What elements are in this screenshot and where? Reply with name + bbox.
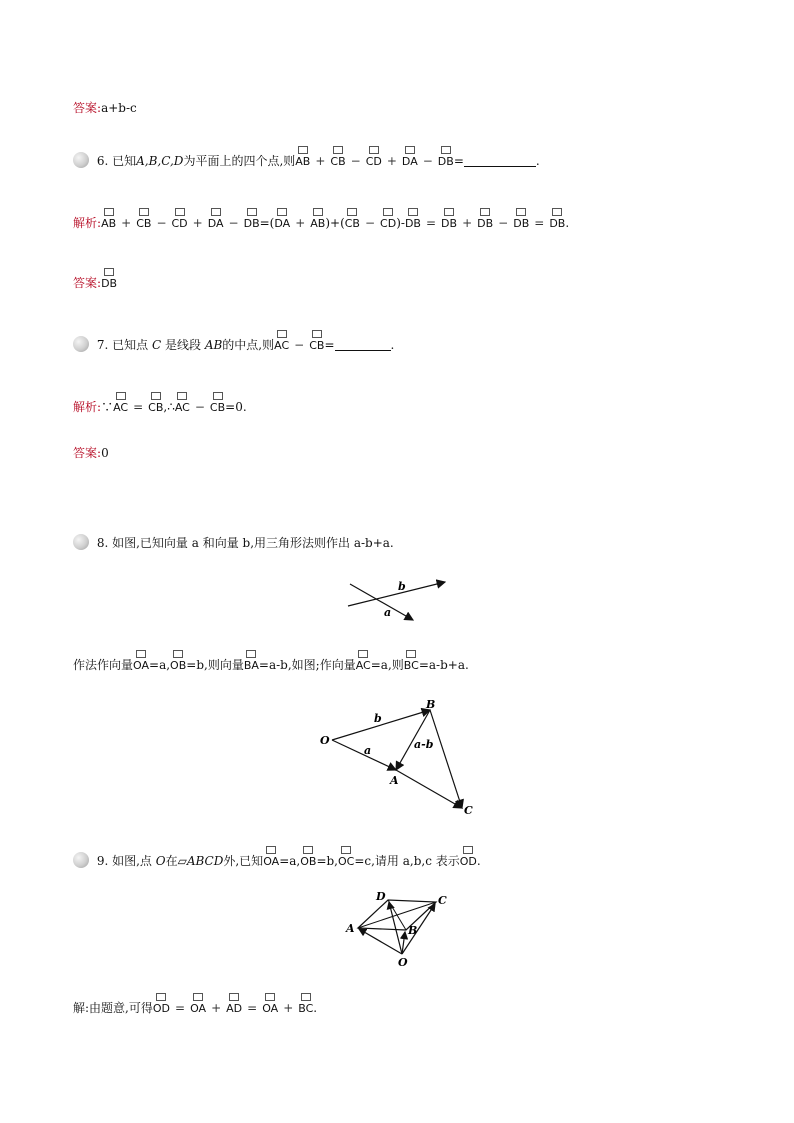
vec: CD — [172, 208, 188, 230]
q6-text-b: 为平面上的四个点,则 — [183, 154, 296, 168]
label-a-point: A — [390, 774, 399, 787]
figure-vectors-a-b — [340, 572, 460, 628]
label-d: D — [376, 890, 386, 903]
vec: DB — [513, 208, 529, 230]
q7-number: 7. — [96, 338, 109, 352]
q9-number: 9. — [96, 854, 109, 868]
vector-da: DA — [402, 146, 418, 168]
q7-point: C — [151, 338, 162, 352]
vec: DB — [101, 268, 117, 290]
vec: CD — [380, 208, 396, 230]
q6-points: A,B,C,D — [136, 154, 184, 168]
vec: CB — [136, 208, 151, 230]
m8-t3: =b,则向量 — [186, 658, 244, 672]
m8-t2: =a, — [149, 658, 171, 672]
label-o: O — [398, 956, 408, 968]
vec: DB — [405, 208, 421, 230]
answer-label: 答案 — [73, 276, 98, 290]
vec: OB — [170, 650, 186, 672]
figure-parallelogram-abcd — [344, 890, 454, 968]
q6-text-a: 已知 — [112, 154, 137, 168]
q9-t6: =c,请用 a,b,c 表示 — [354, 854, 460, 868]
m8-t1: 作法作向量 — [73, 658, 134, 672]
label-a: A — [346, 922, 355, 935]
label-b: b — [398, 580, 406, 593]
analysis-7: 解析:∵AC = CB,∴AC − CB=0. — [73, 392, 247, 417]
m8-t5: =a,则 — [370, 658, 404, 672]
solution-9: 解:由题意,可得OD = OA + AD = OA + BC. — [73, 993, 317, 1018]
vec: AC — [113, 392, 128, 414]
solution-label: 解:由题意,可得 — [73, 1001, 153, 1015]
label-c-point: C — [464, 804, 473, 817]
bullet-icon — [73, 534, 89, 550]
vec: OD — [460, 846, 477, 868]
vec: BA — [244, 650, 259, 672]
q7-text-a: 已知点 — [112, 338, 149, 352]
analysis-result: =0. — [225, 400, 247, 414]
label-c: C — [438, 894, 447, 907]
vector-db: DB — [438, 146, 454, 168]
bullet-icon — [73, 336, 89, 352]
label-o: O — [320, 734, 330, 747]
vec: CB — [309, 330, 324, 352]
analysis-6: 解析:AB + CB − CD + DA − DB=(DA + AB)+(CB − CD)-DB = DB + DB − DB = DB. — [73, 208, 569, 233]
vec: OA — [262, 993, 278, 1015]
label-a-minus-b: a-b — [414, 738, 434, 751]
vec: DA — [208, 208, 224, 230]
q9-t1: 如图,点 — [112, 854, 152, 868]
q9-t7: . — [476, 854, 481, 868]
q6-number: 6. — [96, 154, 109, 168]
vec: DB — [477, 208, 493, 230]
question-9 — [73, 846, 481, 871]
q7-text-b: 是线段 — [164, 338, 201, 352]
vector-bc — [430, 710, 462, 808]
q7-end: . — [390, 338, 395, 352]
bullet-icon — [73, 152, 89, 168]
answer-6: 答案:DB — [73, 268, 117, 293]
vec: CB — [148, 392, 163, 414]
q7-text-c: 的中点,则 — [222, 338, 275, 352]
question-7: 7. 已知点 C 是线段 AB的中点,则AC − CB= . — [73, 330, 394, 355]
label-b: B — [408, 924, 418, 937]
bullet-icon — [73, 852, 89, 868]
answer-5: 答案:a+b-c — [73, 101, 137, 115]
analysis-label: 解析 — [73, 400, 98, 414]
solution-end: . — [313, 1001, 318, 1015]
q7-segment: AB — [204, 338, 223, 352]
vec: AC — [274, 330, 289, 352]
vec: OD — [153, 993, 170, 1015]
vector-b-line — [348, 582, 445, 606]
figure-triangle-oabc — [318, 696, 478, 820]
answer-label: 答案 — [73, 101, 98, 115]
m8-t6: =a-b+a. — [418, 658, 469, 672]
label-b-vector: b — [374, 712, 382, 725]
answer-blank[interactable] — [335, 338, 391, 351]
vec: DB — [549, 208, 565, 230]
q9-point: O — [155, 854, 166, 868]
vector-od — [389, 902, 402, 954]
label-b-point: B — [426, 698, 436, 711]
q9-t2: 在▱ — [165, 854, 187, 868]
vec: CB — [345, 208, 360, 230]
vec: OC — [338, 846, 354, 868]
vec: AB — [101, 208, 116, 230]
vector-ab: AB — [295, 146, 310, 168]
answer-text: a+b-c — [101, 101, 137, 115]
vec: AC — [175, 392, 190, 414]
q9-t4: =a, — [279, 854, 301, 868]
vec: OA — [263, 846, 279, 868]
vector-cb: CB — [330, 146, 345, 168]
method-8 — [73, 650, 469, 675]
vec: BC — [298, 993, 313, 1015]
question-6: 6. 已知A,B,C,D为平面上的四个点,则AB + CB − CD + DA − DB= . — [73, 146, 540, 171]
q8-number: 8. — [96, 536, 109, 550]
q9-t3: 外,已知 — [223, 854, 264, 868]
q9-t5: =b, — [316, 854, 338, 868]
vec: DB — [441, 208, 457, 230]
q9-shape: ABCD — [186, 854, 224, 868]
answer-7: 答案:0 — [73, 446, 109, 460]
vector-ac — [396, 770, 462, 808]
vec: AD — [226, 993, 242, 1015]
analysis-label: 解析 — [73, 216, 98, 230]
answer-text: 0 — [101, 446, 109, 460]
vec: DB — [244, 208, 260, 230]
label-a-vector: a — [364, 744, 372, 757]
answer-blank[interactable] — [464, 154, 536, 167]
vec: BC — [404, 650, 419, 672]
vec: CB — [210, 392, 225, 414]
q8-text: 如图,已知向量 a 和向量 b,用三角形法则作出 a-b+a. — [112, 536, 394, 550]
m8-t4: =a-b,如图;作向量 — [258, 658, 356, 672]
vec: AB — [310, 208, 325, 230]
question-8 — [73, 533, 394, 553]
vec: AC — [356, 650, 371, 672]
vec: OB — [300, 846, 316, 868]
vector-cd: CD — [366, 146, 382, 168]
q6-end: . — [535, 154, 540, 168]
answer-label: 答案 — [73, 446, 98, 460]
vec: OA — [133, 650, 149, 672]
label-a: a — [384, 606, 392, 619]
vector-oa — [359, 929, 402, 954]
vec: OA — [190, 993, 206, 1015]
diagonal-bd — [388, 900, 406, 930]
vec: DA — [274, 208, 290, 230]
